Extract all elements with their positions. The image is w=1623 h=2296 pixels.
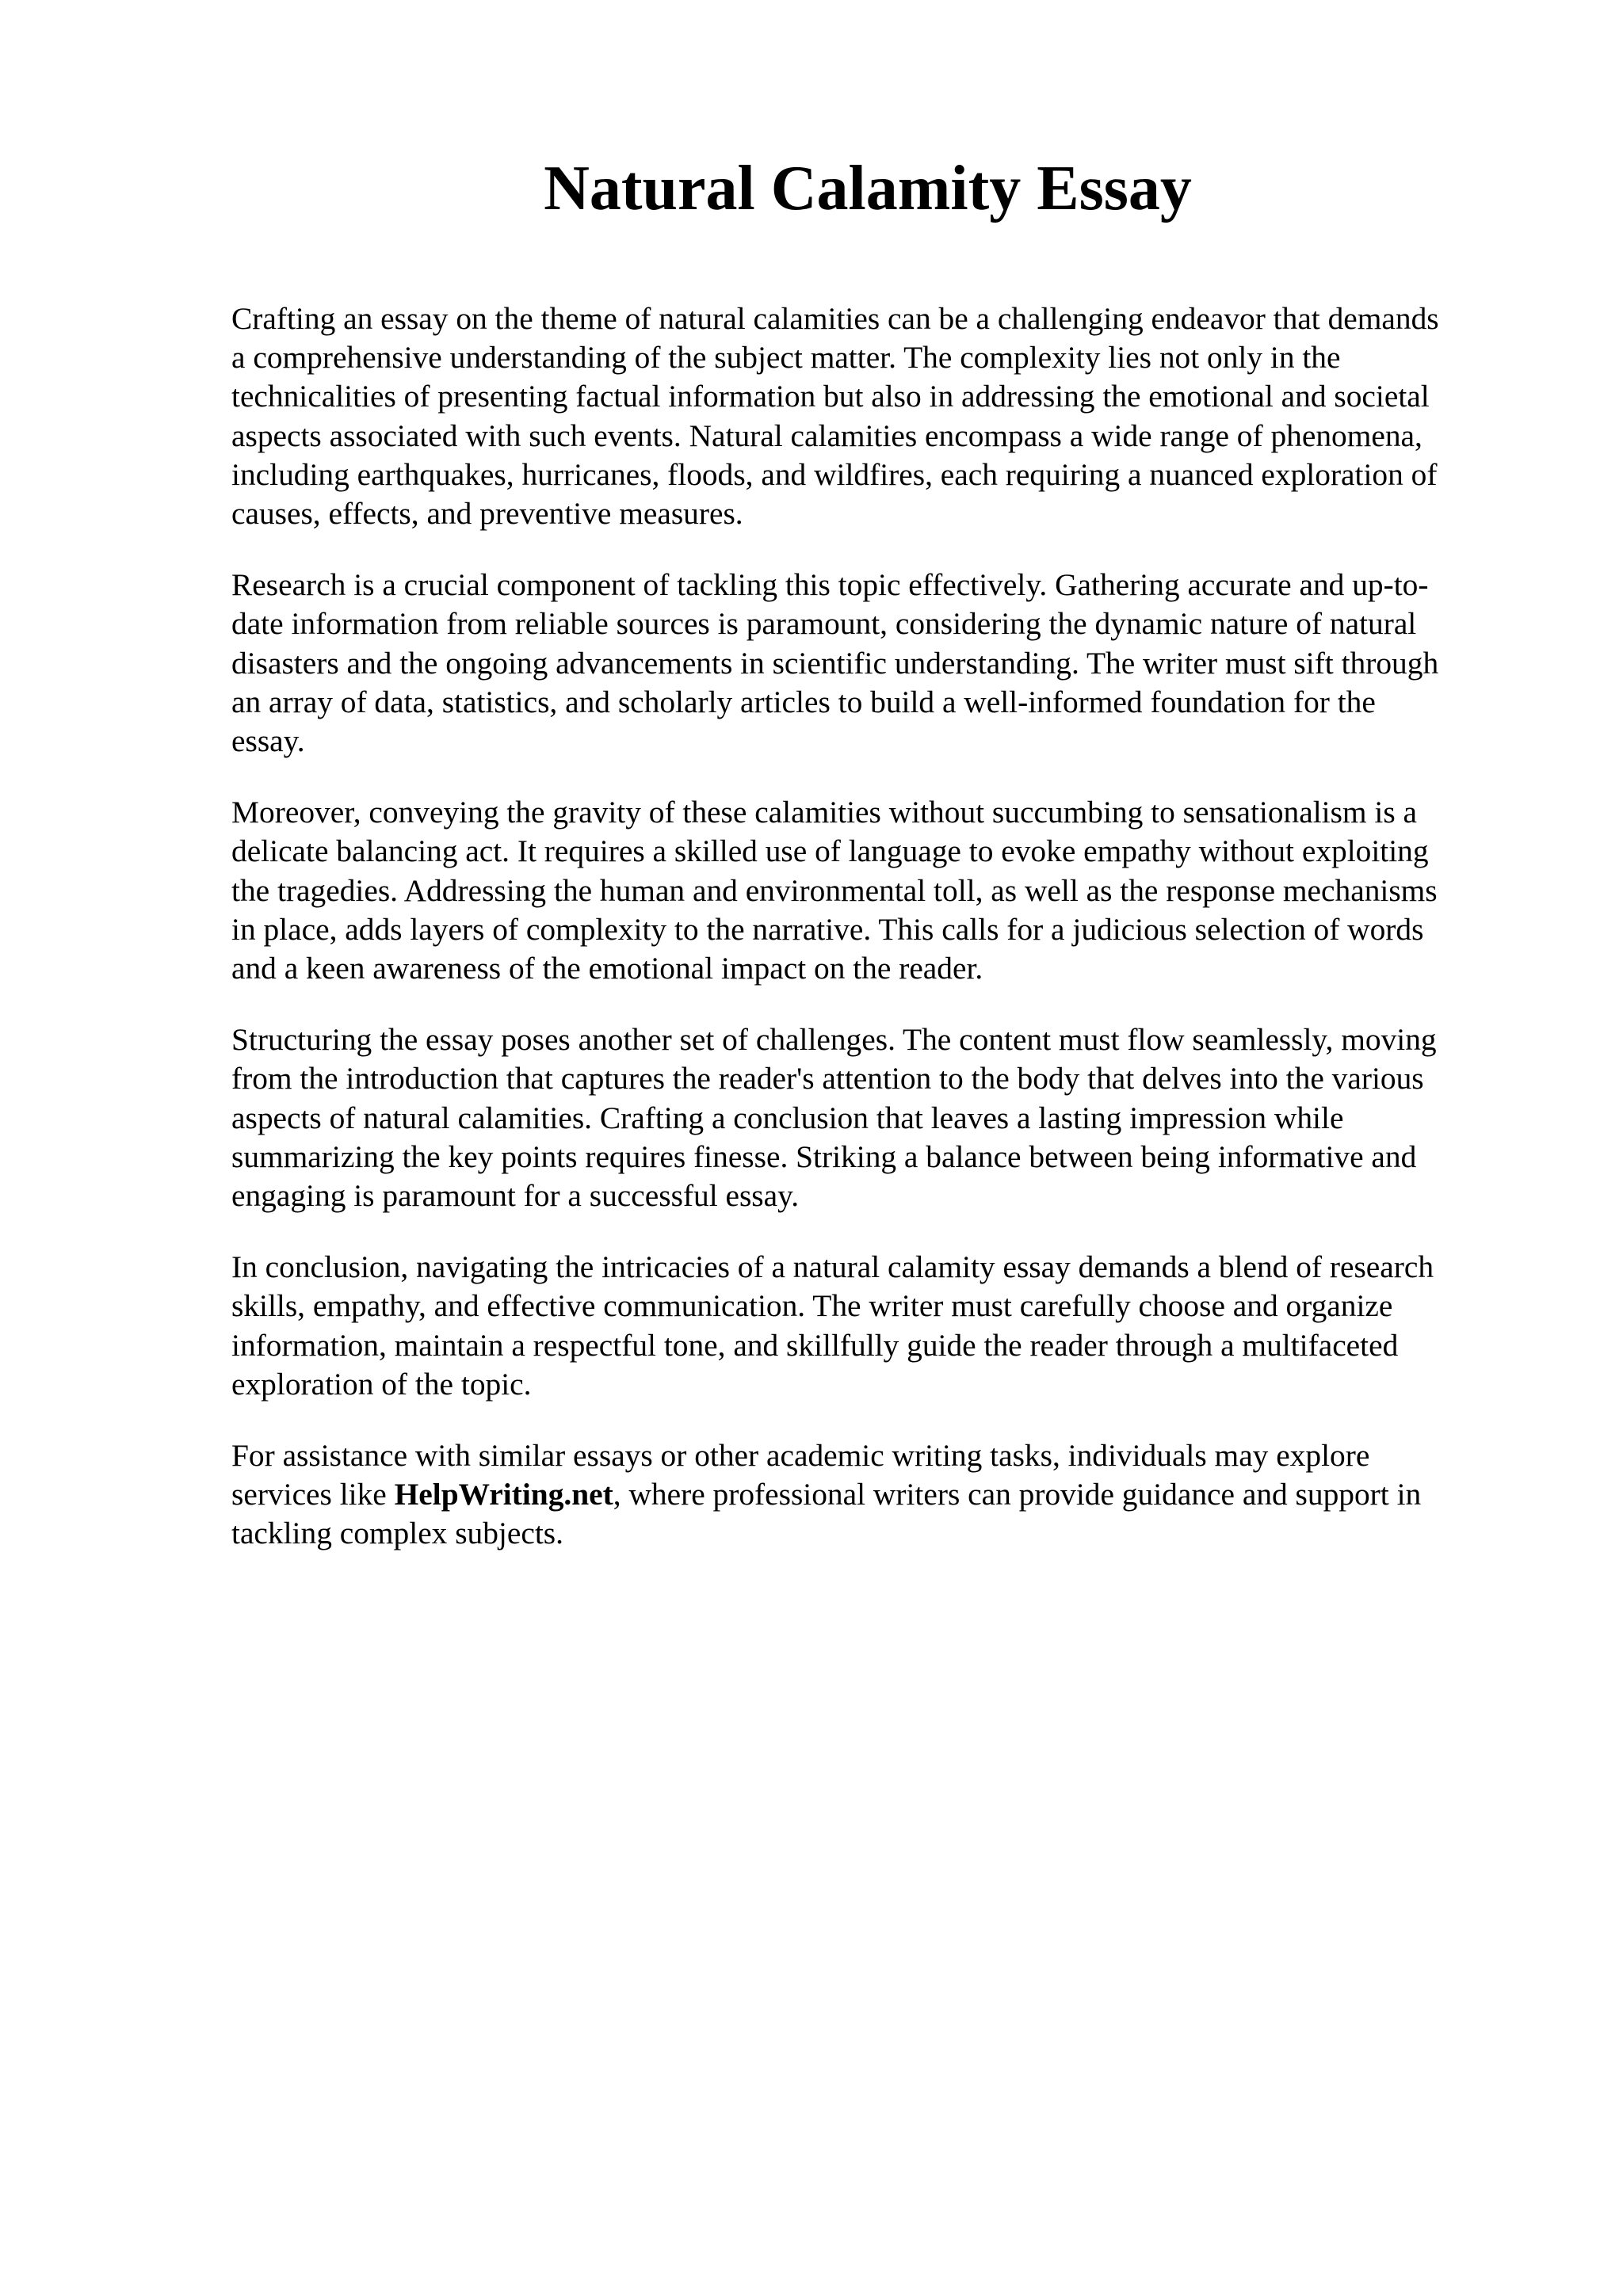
paragraph-line: Research is a crucial component of tackling this topic effectively. Gathering accurate and up-to- xyxy=(231,567,1429,603)
paragraph-2 xyxy=(231,566,1515,761)
paragraph-line: date information from reliable sources is paramount, considering the dynamic nature of natural xyxy=(231,606,1417,642)
paragraph-line: disasters and the ongoing advancements in scientific understanding. The writer must sift through xyxy=(231,645,1439,681)
paragraph-line: engaging is paramount for a successful essay. xyxy=(231,1178,800,1214)
paragraph-line: Structuring the essay poses another set of challenges. The content must flow seamlessly, moving xyxy=(231,1022,1437,1058)
closing-text-after-brand: , where professional writers can provide guidance and support in xyxy=(613,1477,1422,1512)
paragraph-line: technicalities of presenting factual information but also in addressing the emotional and societal xyxy=(231,379,1430,414)
paragraph-line: and a keen awareness of the emotional impact on the reader. xyxy=(231,951,983,986)
paragraph-line: Crafting an essay on the theme of natural calamities can be a challenging endeavor that demands xyxy=(231,301,1439,336)
paragraph-line: essay. xyxy=(231,723,305,759)
paragraph-line: information, maintain a respectful tone, and skillfully guide the reader through a multifaceted xyxy=(231,1327,1399,1363)
paragraph-line: skills, empathy, and effective communication. The writer must carefully choose and organize xyxy=(231,1288,1393,1324)
closing-text-before-brand: services like xyxy=(231,1477,395,1512)
paragraph-line: from the introduction that captures the reader's attention to the body that delves into the various xyxy=(231,1061,1424,1097)
paragraph-line: For assistance with similar essays or other academic writing tasks, individuals may explore xyxy=(231,1438,1370,1474)
paragraph-line: the tragedies. Addressing the human and environmental toll, as well as the response mechanisms xyxy=(231,872,1438,908)
helpwriting-brand-text: HelpWriting.net xyxy=(394,1477,613,1512)
paragraph-line: Moreover, conveying the gravity of these calamities without succumbing to sensationalism is a xyxy=(231,795,1418,830)
essay-body xyxy=(231,299,1515,1586)
paragraph-line: causes, effects, and preventive measures. xyxy=(231,496,743,532)
paragraph-4 xyxy=(231,1020,1515,1215)
paragraph-line: summarizing the key points requires finesse. Striking a balance between being informative and xyxy=(231,1138,1417,1174)
paragraph-1 xyxy=(231,299,1515,533)
paragraph-line: in place, adds layers of complexity to the narrative. This calls for a judicious selection of words xyxy=(231,911,1424,947)
paragraph-line: delicate balancing act. It requires a skilled use of language to evoke empathy without exploiting xyxy=(231,833,1429,869)
paragraph-3 xyxy=(231,793,1515,988)
paragraph-line: tackling complex subjects. xyxy=(231,1516,563,1551)
paragraph-line: exploration of the topic. xyxy=(231,1366,532,1402)
paragraph-line: a comprehensive understanding of the subject matter. The complexity lies not only in the xyxy=(231,340,1341,376)
paragraph-line: including earthquakes, hurricanes, floods, and wildfires, each requiring a nuanced exploration of xyxy=(231,456,1438,492)
paragraph-line: aspects associated with such events. Natural calamities encompass a wide range of phenomena, xyxy=(231,418,1423,453)
paragraph-closing xyxy=(231,1436,1515,1554)
page-title: Natural Calamity Essay xyxy=(544,154,1192,223)
paragraph-line-with-link xyxy=(231,1475,1515,1514)
paragraph-line: In conclusion, navigating the intricacies of a natural calamity essay demands a blend of research xyxy=(231,1249,1434,1285)
paragraph-line: aspects of natural calamities. Crafting a conclusion that leaves a lasting impression while xyxy=(231,1100,1344,1135)
paragraph-5 xyxy=(231,1248,1515,1404)
paragraph-line: an array of data, statistics, and scholarly articles to build a well-informed foundation for the xyxy=(231,684,1376,719)
